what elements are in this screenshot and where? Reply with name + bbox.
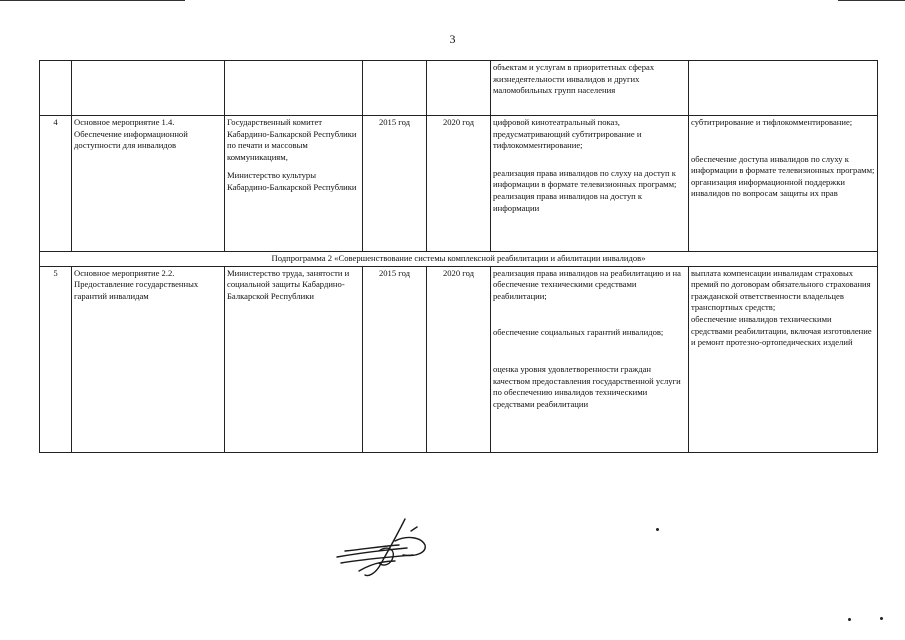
cell-result — [689, 61, 878, 116]
start-year: 2015 год — [363, 116, 427, 252]
signature-image — [335, 515, 445, 585]
program-table — [39, 60, 878, 453]
scan-speck — [880, 617, 883, 620]
result-2: обеспечение доступа инвалидов по слуху к информации в формате телевизионных программ; — [691, 153, 875, 176]
start-year: 2015 год — [363, 266, 427, 452]
description-1: реализация права инвалидов на реабилитацию и на обеспечение техническими средствами реабилитации; — [493, 267, 681, 301]
cell-end — [427, 61, 491, 116]
top-rule-left — [0, 0, 185, 1]
end-year: 2020 год — [427, 266, 491, 452]
description-cell — [491, 266, 689, 452]
executor-cell: Министерство труда, занятости и социальной защиты Кабардино-Балкарской Республики — [225, 266, 363, 452]
cell-num — [40, 61, 72, 116]
result-cell — [689, 116, 878, 252]
activity-name: Основное мероприятие 2.2. Предоставление государственных гарантий инвалидам — [72, 266, 225, 452]
cell-description: объектам и услугам в приоритетных сферах жизнедеятельности инвалидов и других маломобильных групп населения — [491, 61, 689, 116]
description-cell — [491, 116, 689, 252]
cell-activity — [72, 61, 225, 116]
cell-start — [363, 61, 427, 116]
table-row-5 — [40, 266, 878, 452]
row-number: 4 — [40, 116, 72, 252]
result-1: выплата компенсации инвалидам страховых премий по договорам обязательного страхования гражданской ответственности владельцев транспортных средств; — [691, 267, 871, 313]
description-2: обеспечение социальных гарантий инвалидов; — [493, 327, 664, 338]
executor-1: Государственный комитет Кабардино-Балкарской Республики по печати и массовым коммуникациям, — [227, 117, 357, 162]
subprogram-title: Подпрограмма 2 «Совершенствование системы комплексной реабилитации и абилитации инвалидов» — [40, 252, 878, 267]
activity-name: Основное мероприятие 1.4. Обеспечение информационной доступности для инвалидов — [72, 116, 225, 252]
scan-speck — [848, 618, 851, 621]
description-3: реализация права инвалидов на доступ к информации — [493, 190, 643, 213]
scan-speck — [656, 528, 659, 531]
end-year: 2020 год — [427, 116, 491, 252]
result-2: обеспечение инвалидов техническими средствами реабилитации, включая изготовление и ремонт протезно-ортопедических изделий — [691, 313, 872, 348]
cell-executor — [225, 61, 363, 116]
result-3: организация информационной поддержки инвалидов по вопросам защиты их прав — [691, 176, 846, 199]
executor-2: Министерство культуры Кабардино-Балкарской Республики — [227, 170, 357, 192]
row-number: 5 — [40, 266, 72, 452]
executor-cell — [225, 116, 363, 252]
result-1: субтитрирование и тифлокомментирование; — [691, 117, 853, 127]
page-number: 3 — [449, 32, 456, 46]
top-rule-right — [838, 0, 905, 1]
result-cell — [689, 266, 878, 452]
table-row-subprogram — [40, 252, 878, 267]
description-3: оценка уровня удовлетворенности граждан качеством предоставления государственной услуги по обеспечению инвалидов техническими средствами реабилитации — [493, 363, 681, 409]
description-2: реализация права инвалидов по слуху на доступ к информации в формате телевизионных программ; — [493, 167, 677, 190]
description-1: цифровой кинотеатральный показ, предусматривающий субтитрирование и тифлокомментирование; — [493, 117, 642, 151]
table-row-continuation — [40, 61, 878, 116]
table-row-4 — [40, 116, 878, 252]
